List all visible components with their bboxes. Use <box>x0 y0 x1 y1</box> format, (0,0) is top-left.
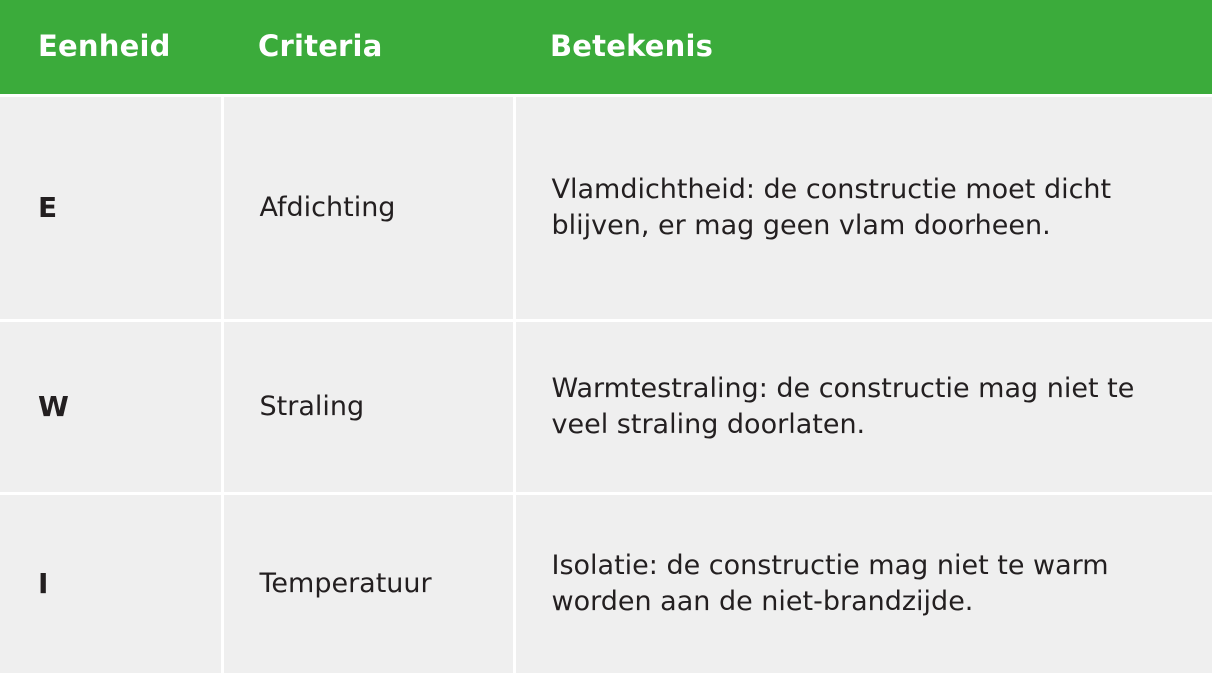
table-header <box>0 0 1212 96</box>
cell-criteria: Straling <box>222 321 514 494</box>
cell-meaning: Warmtestraling: de constructie mag niet te veel straling doorlaten. <box>514 321 1212 494</box>
cell-unit: I <box>0 494 222 673</box>
table-row <box>0 96 1212 321</box>
table-row <box>0 494 1212 673</box>
cell-unit: W <box>0 321 222 494</box>
cell-meaning: Isolatie: de constructie mag niet te warm worden aan de niet-brandzijde. <box>514 494 1212 673</box>
cell-unit: E <box>0 96 222 321</box>
cell-meaning: Vlamdichtheid: de constructie moet dicht blijven, er mag geen vlam doorheen. <box>514 96 1212 321</box>
column-header-unit: Eenheid <box>0 0 222 96</box>
table-body <box>0 96 1212 673</box>
column-header-criteria: Criteria <box>222 0 514 96</box>
table-header-row <box>0 0 1212 96</box>
cell-criteria: Afdichting <box>222 96 514 321</box>
table-row <box>0 321 1212 494</box>
column-header-meaning: Betekenis <box>514 0 1212 96</box>
cell-criteria: Temperatuur <box>222 494 514 673</box>
